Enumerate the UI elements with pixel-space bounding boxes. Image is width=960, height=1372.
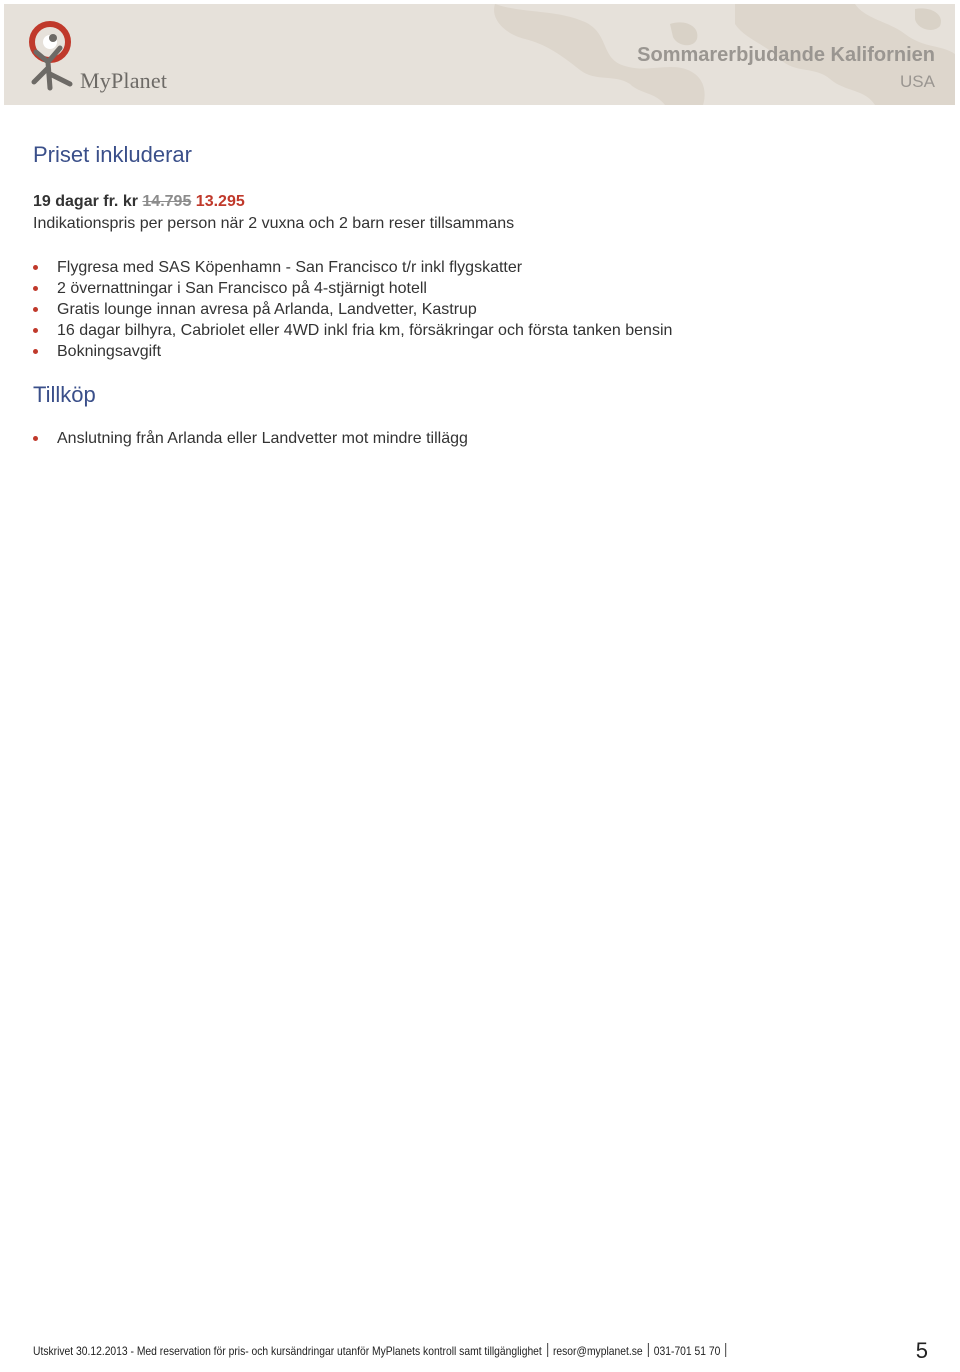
offer-title: Sommarerbjudande Kalifornien (637, 44, 935, 66)
footer-phone: 031-701 51 70 (653, 1344, 721, 1358)
footer-divider (648, 1343, 649, 1357)
list-item: Anslutning från Arlanda eller Landvetter mot mindre tillägg (33, 428, 468, 449)
logo-wordmark: MyPlanet (80, 68, 168, 93)
extras-list (33, 428, 468, 449)
price-prefix: 19 dagar fr. kr (33, 193, 138, 210)
footer-divider (547, 1343, 548, 1357)
destination-country: USA (900, 72, 935, 91)
price-note: Indikationspris per person när 2 vuxna och 2 barn reser tillsammans (33, 215, 515, 232)
list-item: Flygresa med SAS Köpenhamn - San Francisco t/r inkl flygskatter (33, 257, 672, 278)
footer-divider (726, 1343, 727, 1357)
page-header (4, 4, 955, 105)
list-item: 16 dagar bilhyra, Cabriolet eller 4WD inkl fria km, försäkringar och första tanken bensin (33, 320, 672, 341)
list-item: Gratis lounge innan avresa på Arlanda, Landvetter, Kastrup (33, 299, 672, 320)
page-footer (33, 1343, 732, 1358)
old-price: 14.795 (142, 193, 192, 210)
page-number: 5 (915, 1338, 928, 1363)
price-line (33, 193, 245, 211)
footer-text: Utskrivet 30.12.2013 - Med reservation för pris- och kursändringar utanför MyPlanets kontroll samt tillgänglighet (33, 1344, 542, 1358)
new-price: 13.295 (195, 193, 245, 210)
included-list (33, 257, 672, 362)
list-item: 2 övernattningar i San Francisco på 4-stjärnigt hotell (33, 278, 672, 299)
list-item: Bokningsavgift (33, 341, 672, 362)
included-heading: Priset inkluderar (33, 142, 192, 167)
extras-heading: Tillköp (33, 382, 96, 407)
footer-email[interactable]: resor@myplanet.se (552, 1344, 643, 1358)
